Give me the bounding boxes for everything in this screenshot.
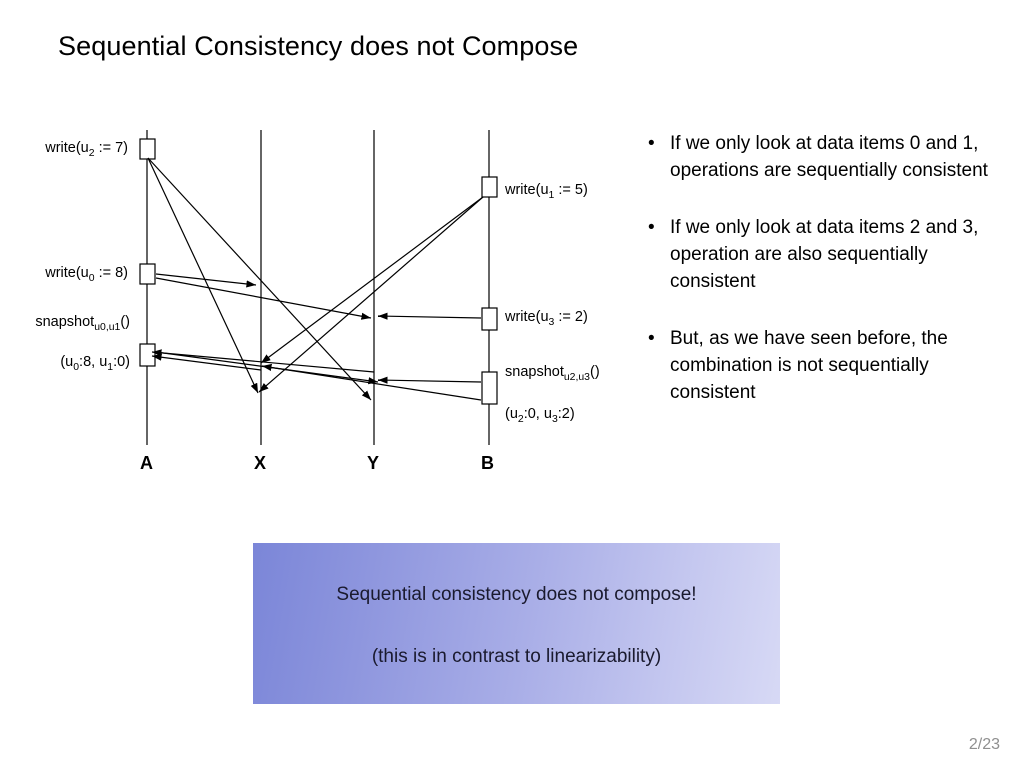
bullet-item [648, 325, 1018, 406]
bullet-item [648, 130, 1018, 184]
event-label-write-u2: $write(u_2$ := 7) [45, 140, 128, 159]
event-label-snapshot-u2u3: snapshot$_{u2,u3}$() [505, 364, 600, 383]
process-label-y: Y [367, 453, 380, 473]
bullet-text: If we only look at data items 0 and 1, operations are sequentially consistent [670, 133, 988, 181]
process-label-a: A [140, 453, 153, 473]
event-label-snapshot-u0u1-result: ($u_0:8$, $u_1:0$) [60, 354, 130, 373]
callout-box [253, 543, 780, 704]
callout-line-1: Sequential consistency does not compose! [336, 584, 697, 605]
lifelines [147, 130, 489, 445]
event-label-snapshot-u2u3-result: ($u_2:0$, $u_3:2$) [505, 406, 575, 425]
page-title: Sequential Consistency does not Compose [58, 31, 579, 61]
message-arrows [148, 158, 483, 400]
bullet-marker-icon: • [648, 328, 655, 349]
bullet-text: If we only look at data items 2 and 3, operation are also sequentially consistent [670, 217, 979, 292]
event-label-snapshot-u0u1: snapshot$_{u0,u1}$() [35, 314, 130, 333]
bullet-marker-icon: • [648, 133, 655, 154]
event-label-write-u3: $write(u_3$ := 2) [505, 309, 588, 328]
event-label-write-u0: $write(u_0$ := 8) [45, 265, 128, 284]
bullet-marker-icon: • [648, 217, 655, 238]
bullet-text: But, as we have seen before, the combination is not sequentially consistent [670, 328, 948, 403]
process-label-b: B [481, 453, 494, 473]
page-number: 2/23 [968, 736, 1000, 753]
diagram-canvas [0, 120, 620, 490]
event-label-write-u1: $write(u_1$ := 5) [505, 182, 588, 201]
bullet-item [648, 214, 1018, 295]
activation-boxes [140, 139, 497, 404]
process-label-x: X [254, 453, 267, 473]
callout-line-2: (this is in contrast to linearizability) [371, 646, 662, 667]
bullet-list [648, 130, 1018, 436]
message-sequence-diagram [0, 120, 620, 490]
